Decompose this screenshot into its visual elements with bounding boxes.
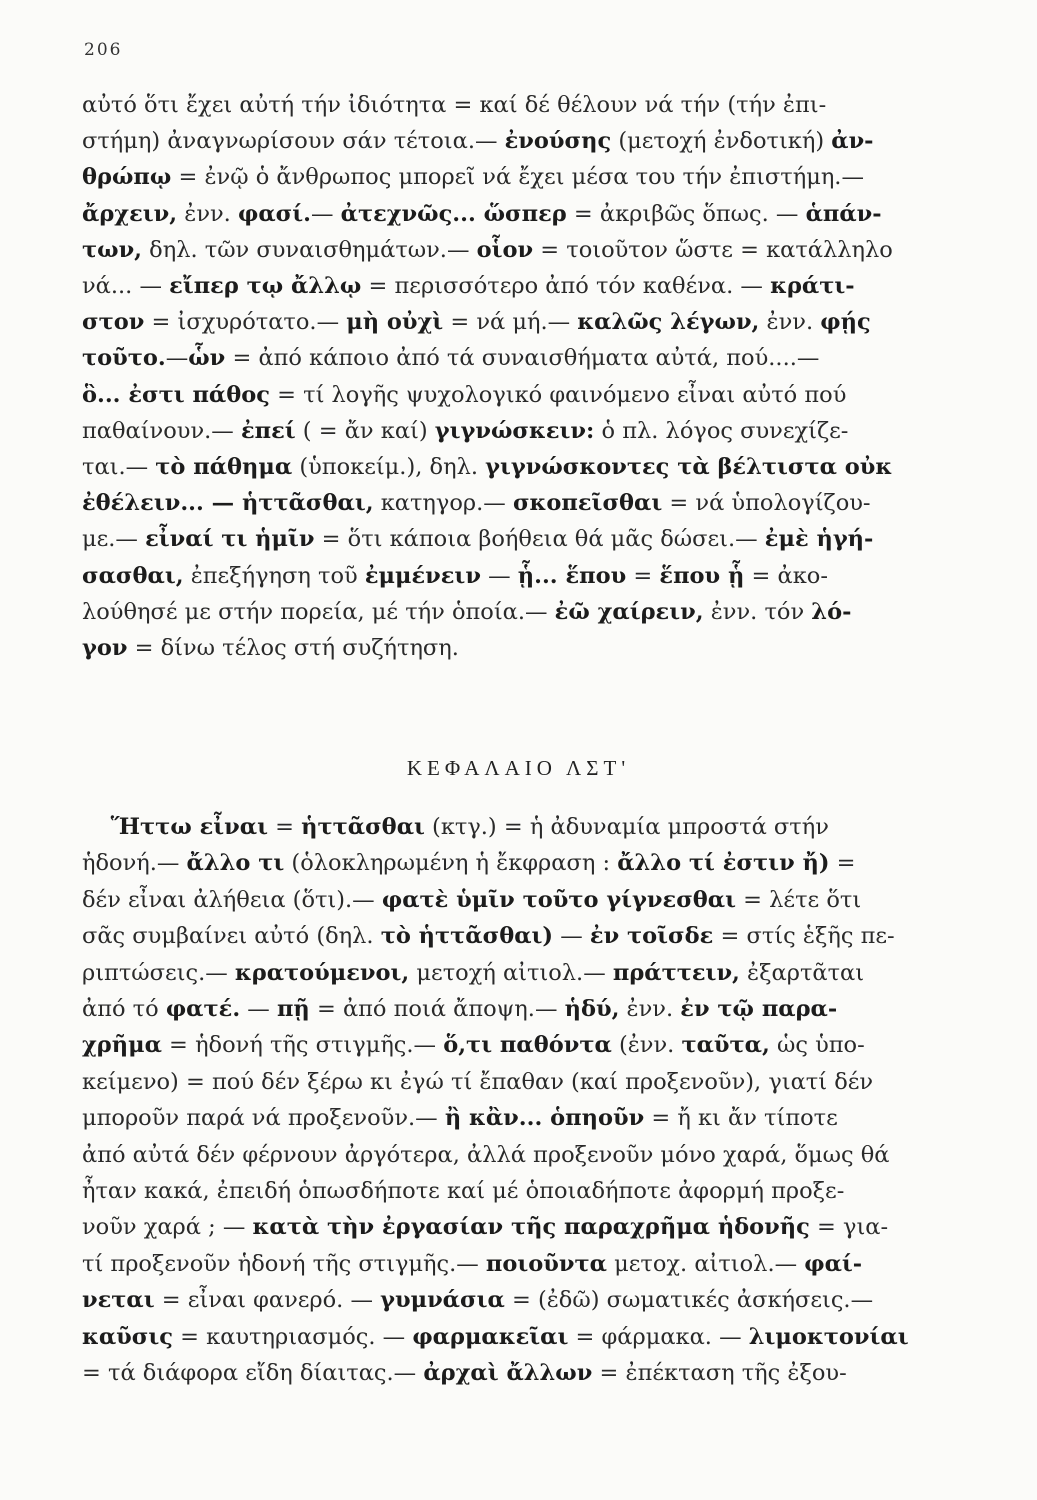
gloss-text: = ἡδονή τῆς στιγμῆς.—: [161, 1032, 444, 1059]
gloss-text: (ἐνν.: [611, 1032, 682, 1059]
gloss-text: —: [310, 200, 341, 227]
text-line: [82, 990, 940, 1028]
text-line: [82, 1172, 940, 1210]
greek-lemma: Ἥττω εἶναι: [110, 814, 268, 840]
greek-lemma: γυμνάσια: [380, 1287, 505, 1314]
greek-lemma: ἕπου ᾗ: [659, 562, 745, 589]
gloss-text: = εἶναι φανερό. —: [154, 1287, 381, 1314]
gloss-text: παθαίνουν.—: [82, 417, 241, 444]
greek-lemma: ἐν τοῖσδε: [589, 923, 714, 950]
greek-lemma: ἄρχειν,: [82, 200, 178, 227]
gloss-text: ἐξαρτᾶται: [739, 959, 865, 986]
gloss-text: νοῦν χαρά ; —: [82, 1214, 253, 1241]
gloss-text: ὡς ὑπο-: [769, 1032, 865, 1059]
text-line: [82, 1099, 940, 1137]
gloss-text: (μετοχή ἐνδοτική): [611, 128, 832, 155]
gloss-text: δηλ. τῶν συναισθημάτων.—: [142, 236, 477, 263]
gloss-text: ὁ πλ. λόγος συνεχίζε-: [594, 417, 849, 444]
gloss-text: λούθησέ με στήν πορεία, μέ τήν ὁποία.—: [82, 598, 555, 625]
gloss-text: —: [165, 345, 189, 372]
gloss-text: —: [240, 996, 277, 1022]
text-line: [82, 520, 940, 558]
greek-lemma: ἢ κἂν... ὁπηοῦν: [444, 1105, 645, 1132]
greek-lemma: ἐν τῷ παρα-: [680, 996, 838, 1022]
greek-lemma: ὅ,τι παθόντα: [443, 1032, 612, 1059]
gloss-text: = ἀπό ποιά ἄποψη.—: [309, 996, 565, 1022]
gloss-text: = ἐνῷ ὁ ἄνθρωπος μπορεῖ νά ἔχει μέσα του τήν ἐπιστήμη.—: [171, 164, 864, 191]
greek-lemma: ἐῶ χαίρειν,: [554, 598, 704, 625]
text-line: [82, 1026, 940, 1064]
greek-lemma: φαί-: [804, 1250, 863, 1277]
text-line: [82, 339, 940, 377]
gloss-text: =: [626, 562, 660, 589]
greek-lemma: κρατούμενοι,: [234, 959, 410, 986]
gloss-text: = ἀπό κάποιο ἀπό τά συναισθήματα αὐτά, πού....—: [225, 345, 820, 372]
text-line: [82, 917, 940, 955]
text-line: [82, 86, 940, 124]
text-line: [82, 881, 940, 919]
gloss-text: δέν εἶναι ἀλήθεια (ὅτι).—: [82, 886, 382, 913]
gloss-text: ριπτώσεις.—: [82, 959, 235, 986]
greek-lemma: ᾗ... ἕπου: [517, 562, 627, 589]
greek-lemma: ἐπεί: [240, 417, 296, 444]
greek-lemma: τὸ πάθημα: [155, 454, 293, 480]
greek-lemma: καῦσις: [82, 1323, 173, 1350]
gloss-text: = τί λογῆς ψυχολογικό φαινόμενο εἶναι αὐτό πού: [269, 381, 847, 408]
gloss-text: = ἰσχυρότατο.—: [144, 309, 347, 336]
text-line: [82, 808, 940, 846]
gloss-text: ἦταν κακά, ἐπειδή ὁπωσδήποτε καί μέ ὁποιαδήποτε ἀφορμή προξε-: [82, 1178, 845, 1204]
greek-lemma: σκοπεῖσθαι: [512, 490, 663, 517]
greek-lemma: λιμοκτονίαι: [748, 1323, 909, 1350]
gloss-text: = νά μή.—: [443, 309, 578, 336]
greek-lemma: τοῦτο.: [82, 345, 166, 372]
greek-lemma: φῄς: [820, 309, 871, 336]
text-line: [82, 844, 940, 882]
greek-lemma: γον: [82, 635, 128, 661]
text-line: [82, 231, 940, 269]
gloss-text: —: [553, 923, 590, 950]
text-line: [82, 1245, 940, 1283]
gloss-text: νά... —: [82, 273, 170, 299]
gloss-text: ἡδονή.—: [82, 850, 187, 877]
greek-lemma: τὸ ἡττᾶσθαι): [380, 923, 554, 950]
greek-lemma: γιγνώσκειν:: [434, 417, 595, 444]
gloss-text: = ὅτι κάποια βοήθεια θά μᾶς δώσει.—: [314, 526, 765, 553]
greek-lemma: πῇ: [276, 996, 310, 1022]
gloss-text: = τά διάφορα εἴδη δίαιτας.—: [82, 1360, 424, 1386]
greek-lemma: ἀρχαὶ ἄλλων: [423, 1360, 593, 1386]
greek-lemma: ἡττᾶσθαι: [301, 814, 425, 840]
text-line: [82, 376, 940, 414]
gloss-text: —: [480, 562, 518, 589]
gloss-text: = ἐπέκταση τῆς ἐξου-: [592, 1360, 847, 1386]
gloss-text: ἀπό αὐτά δέν φέρνουν ἀργότερα, ἀλλά προξενοῦν μόνο χαρά, ὅμως θά: [82, 1141, 890, 1168]
text-line: [82, 1136, 940, 1174]
text-line: [82, 484, 940, 522]
gloss-text: = φάρμακα. —: [568, 1323, 749, 1350]
gloss-text: αὐτό ὅτι ἔχει αὐτή τήν ἰδιότητα = καί δέ θέλουν νά τήν (τήν ἐπι-: [82, 92, 827, 118]
text-line: [82, 1354, 940, 1392]
text-line: [82, 557, 940, 595]
text-line: [82, 448, 940, 486]
greek-lemma: ἐμὲ ἡγή-: [764, 526, 874, 553]
gloss-text: μποροῦν παρά νά προξενοῦν.—: [82, 1105, 445, 1132]
gloss-text: (κτγ.) = ἡ ἀδυναμία μπροστά στήν: [424, 814, 829, 840]
greek-lemma: γιγνώσκοντες τὰ βέλτιστα οὐκ: [485, 454, 893, 480]
greek-lemma: ταῦτα,: [681, 1032, 770, 1059]
text-line: [82, 158, 940, 196]
greek-lemma: σασθαι,: [82, 562, 184, 589]
greek-lemma: ὧν: [188, 345, 226, 372]
greek-lemma: ἐνούσης: [504, 128, 612, 155]
greek-lemma: καλῶς λέγων,: [577, 309, 760, 336]
greek-lemma: ποιοῦντα: [485, 1250, 607, 1277]
greek-lemma: πράττειν,: [612, 959, 740, 986]
gloss-text: = δίνω τέλος στή συζήτηση.: [127, 635, 459, 661]
text-line: [82, 1063, 940, 1101]
greek-lemma: των,: [82, 236, 143, 263]
gloss-text: ἐνν.: [177, 200, 238, 227]
gloss-text: μετοχ. αἰτιολ.—: [606, 1250, 805, 1277]
greek-lemma: εἶναί τι ἡμῖν: [145, 526, 315, 553]
gloss-text: κείμενο) = πού δέν ξέρω κι ἐγώ τί ἔπαθαν (καί προξενοῦν), γιατί δέν: [82, 1068, 874, 1095]
gloss-text: ται.—: [82, 454, 156, 480]
text-line: [82, 1318, 940, 1356]
gloss-text: μετοχή αἰτιολ.—: [409, 959, 613, 986]
greek-lemma: ἀτεχνῶς... ὥσπερ: [340, 200, 567, 227]
gloss-text: = για-: [809, 1214, 889, 1241]
greek-lemma: ὃ... ἐστι πάθος: [82, 381, 270, 408]
gloss-text: ἐνν.: [759, 309, 821, 336]
gloss-text: = λέτε ὅτι: [736, 886, 862, 913]
gloss-text: ἐνν.: [619, 996, 681, 1022]
gloss-text: (ὁλοκληρωμένη ἡ ἔκφραση :: [284, 850, 618, 877]
text-line: [82, 412, 940, 450]
gloss-text: = περισσότερο ἀπό τόν καθένα. —: [361, 273, 771, 299]
gloss-text: = ἀκο-: [744, 562, 828, 589]
greek-lemma: ἄλλο τι: [186, 850, 285, 877]
greek-lemma: μὴ οὐχὶ: [346, 309, 444, 336]
greek-lemma: χρῆμα: [82, 1032, 162, 1059]
greek-lemma: φατὲ ὑμῖν τοῦτο γίγνεσθαι: [381, 886, 736, 913]
greek-lemma: φαρμακεῖαι: [412, 1323, 569, 1350]
greek-lemma: οἷον: [476, 236, 534, 263]
text-line: [82, 593, 940, 631]
gloss-text: [82, 814, 111, 840]
gloss-text: = τοιοῦτον ὥστε = κατάλληλο: [533, 236, 893, 263]
gloss-text: (ὑποκείμ.), δηλ.: [292, 454, 486, 480]
chapter-heading: ΚΕΦΑΛΑΙΟ ΛΣΤ': [406, 756, 631, 780]
gloss-text: = ἀκριβῶς ὅπως. —: [566, 200, 806, 227]
gloss-text: ἀπό τό: [82, 996, 166, 1022]
greek-lemma: φατέ.: [165, 996, 241, 1022]
gloss-text: ἐπεξήγηση τοῦ: [183, 562, 365, 589]
greek-lemma: κατὰ τὴν ἐργασίαν τῆς παραχρῆμα ἡδονῆς: [252, 1214, 810, 1241]
gloss-text: ἐνν. τόν: [703, 598, 812, 625]
gloss-text: =: [267, 814, 302, 840]
gloss-text: =: [829, 850, 856, 877]
gloss-text: ( = ἄν καί): [295, 417, 435, 444]
text-line: [82, 1208, 940, 1246]
text-line: [82, 954, 940, 992]
text-line: [82, 195, 940, 233]
greek-lemma: ἄλλο τί ἐστιν ἤ): [617, 850, 830, 877]
greek-lemma: κράτι-: [770, 273, 855, 299]
greek-lemma: ἡδύ,: [564, 996, 620, 1022]
gloss-text: = ἤ κι ἄν τίποτε: [644, 1105, 838, 1132]
gloss-text: = (ἐδῶ) σωματικές ἀσκήσεις.—: [504, 1287, 874, 1314]
gloss-text: σᾶς συμβαίνει αὐτό (δηλ.: [82, 923, 381, 950]
greek-lemma: ἀν-: [831, 128, 874, 155]
greek-lemma: φασί.: [237, 200, 311, 227]
text-line: [82, 267, 940, 305]
gloss-text: = στίς ἑξῆς πε-: [713, 923, 895, 950]
greek-lemma: λό-: [811, 598, 852, 625]
text-line: [82, 303, 940, 341]
gloss-text: = καυτηριασμός. —: [172, 1323, 413, 1350]
greek-lemma: ἐθέλειν... — ἡττᾶσθαι,: [82, 490, 374, 517]
greek-lemma: εἴπερ τῳ ἄλλῳ: [169, 273, 362, 299]
page-number: 206: [84, 40, 123, 60]
text-line: [82, 1281, 940, 1319]
gloss-text: κατηγορ.—: [373, 490, 513, 517]
greek-lemma: ἁπάν-: [805, 200, 882, 227]
greek-lemma: νεται: [82, 1287, 155, 1314]
greek-lemma: ἐμμένειν: [364, 562, 481, 589]
gloss-text: με.—: [82, 526, 146, 553]
greek-lemma: θρώπῳ: [82, 164, 172, 191]
gloss-text: τί προξενοῦν ἡδονή τῆς στιγμῆς.—: [82, 1250, 486, 1277]
gloss-text: = νά ὑπολογίζου-: [662, 490, 871, 517]
gloss-text: στήμη) ἀναγνωρίσουν σάν τέτοια.—: [82, 128, 505, 155]
text-line: [82, 122, 940, 160]
text-line: [82, 629, 940, 667]
greek-lemma: στον: [82, 309, 145, 336]
